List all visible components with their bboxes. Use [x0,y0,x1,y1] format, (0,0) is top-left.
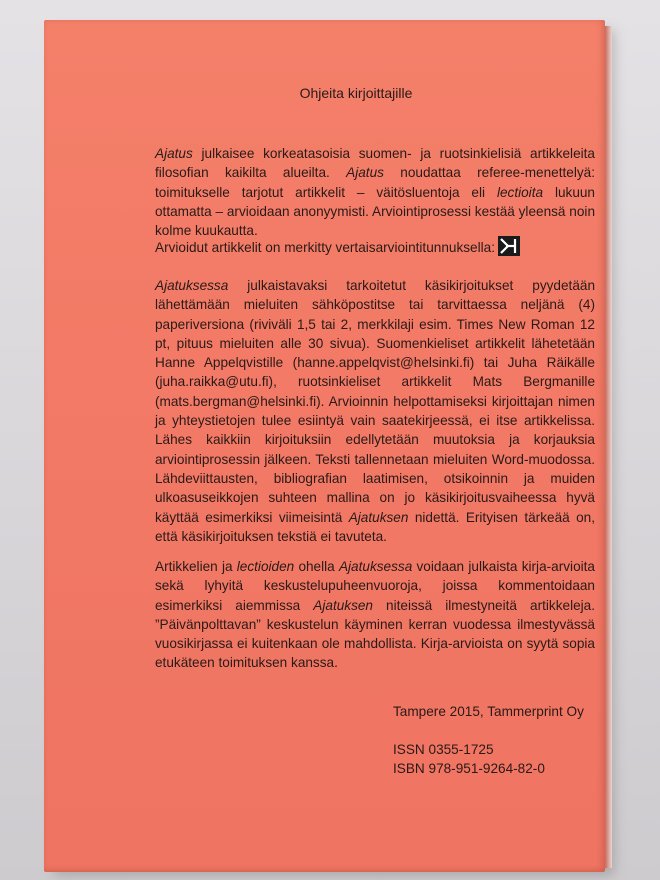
heading: Ohjeita kirjoittajille [299,85,413,101]
isbn: ISBN 978-951-9264-82-0 [393,761,545,776]
book-back-cover [44,20,605,872]
paragraph-peer-review: Arvioidut artikkelit on merkitty vertaisarviointitunnuksella: [155,236,595,257]
imprint-place: Tampere 2015, Tammerprint Oy [393,704,584,719]
issn: ISSN 0355-1725 [393,742,494,757]
paragraph-reviews: Artikkelien ja lectioiden ohella Ajatuksessa voidaan julkaista kirja-arvioita sekä lyhyitä keskustelupuheenvuoroja, joissa kommentoidaan esimerkiksi aiemmissa Ajatuksen niteissä ilmestyneitä artikkeleja. ”Päivänpolttavan” keskustelun käyminen kerran vuodessa ilmestyvässä vuosikirjassa ei kuitenkaan ole mahdollista. Kirja-arvioista on syytä sopia etukäteen toimituksen kanssa. [155,559,596,671]
page-edge [605,26,612,868]
paragraph-intro: Ajatus julkaisee korkeatasoisia suomen- ja ruotsinkielisiä artikkeleita filosofian kaikilta alueilta. Ajatus noudattaa referee-menettelyä: toimitukselle tarjotut artikkelit – väitösluentoja eli lectioita lukuun ottamatta – arvioidaan anonyymisti. Arviointiprosessi kestää yleensä noin kolme kuukautta. [155,146,596,239]
paragraph-submission: Ajatuksessa julkaistavaksi tarkoitetut käsikirjoitukset pyydetään lähettämään mieluiten sähköpostitse tai tarvittaessa neljänä (4) paperiversiona (riviväli 1,5 tai 2, merkkilaji esim. Times New Roman 12 pt, pituus mieluiten alle 30 sivua). Suomenkieliset artikkelit lähetetään Hanne Appelqvistille (hanne.appelqvist@helsinki.fi) tai Juha Räikälle (juha.raikka@utu.fi), ruotsinkieliset artikkelit Mats Bergmanille (mats.bergman@helsinki.fi). Arvioinnin helpottamiseksi kirjoittajan nimen ja yhteystietojen tulee esiintyä vain saatekirjeessä, ei itse artikkelissa. Lähes kaikkiin kirjoituksiin edellytetään muutoksia ja korjauksia arviointiprosessin jälkeen. Teksti tallennetaan mieluiten Word-muodossa. Lähdeviittausten, bibliografian laatimisen, otsikoinnin ja muiden ulkoasuseikkojen suhteen mallina on jo käsikirjoitusvaiheessa hyvä käyttää esimerkiksi viimeisintä Ajatuksen nidettä. Erityisen tärkeää on, että käsikirjoituksen tekstiä ei tavuteta. [155,278,595,544]
peer-review-mark-icon [498,236,520,256]
